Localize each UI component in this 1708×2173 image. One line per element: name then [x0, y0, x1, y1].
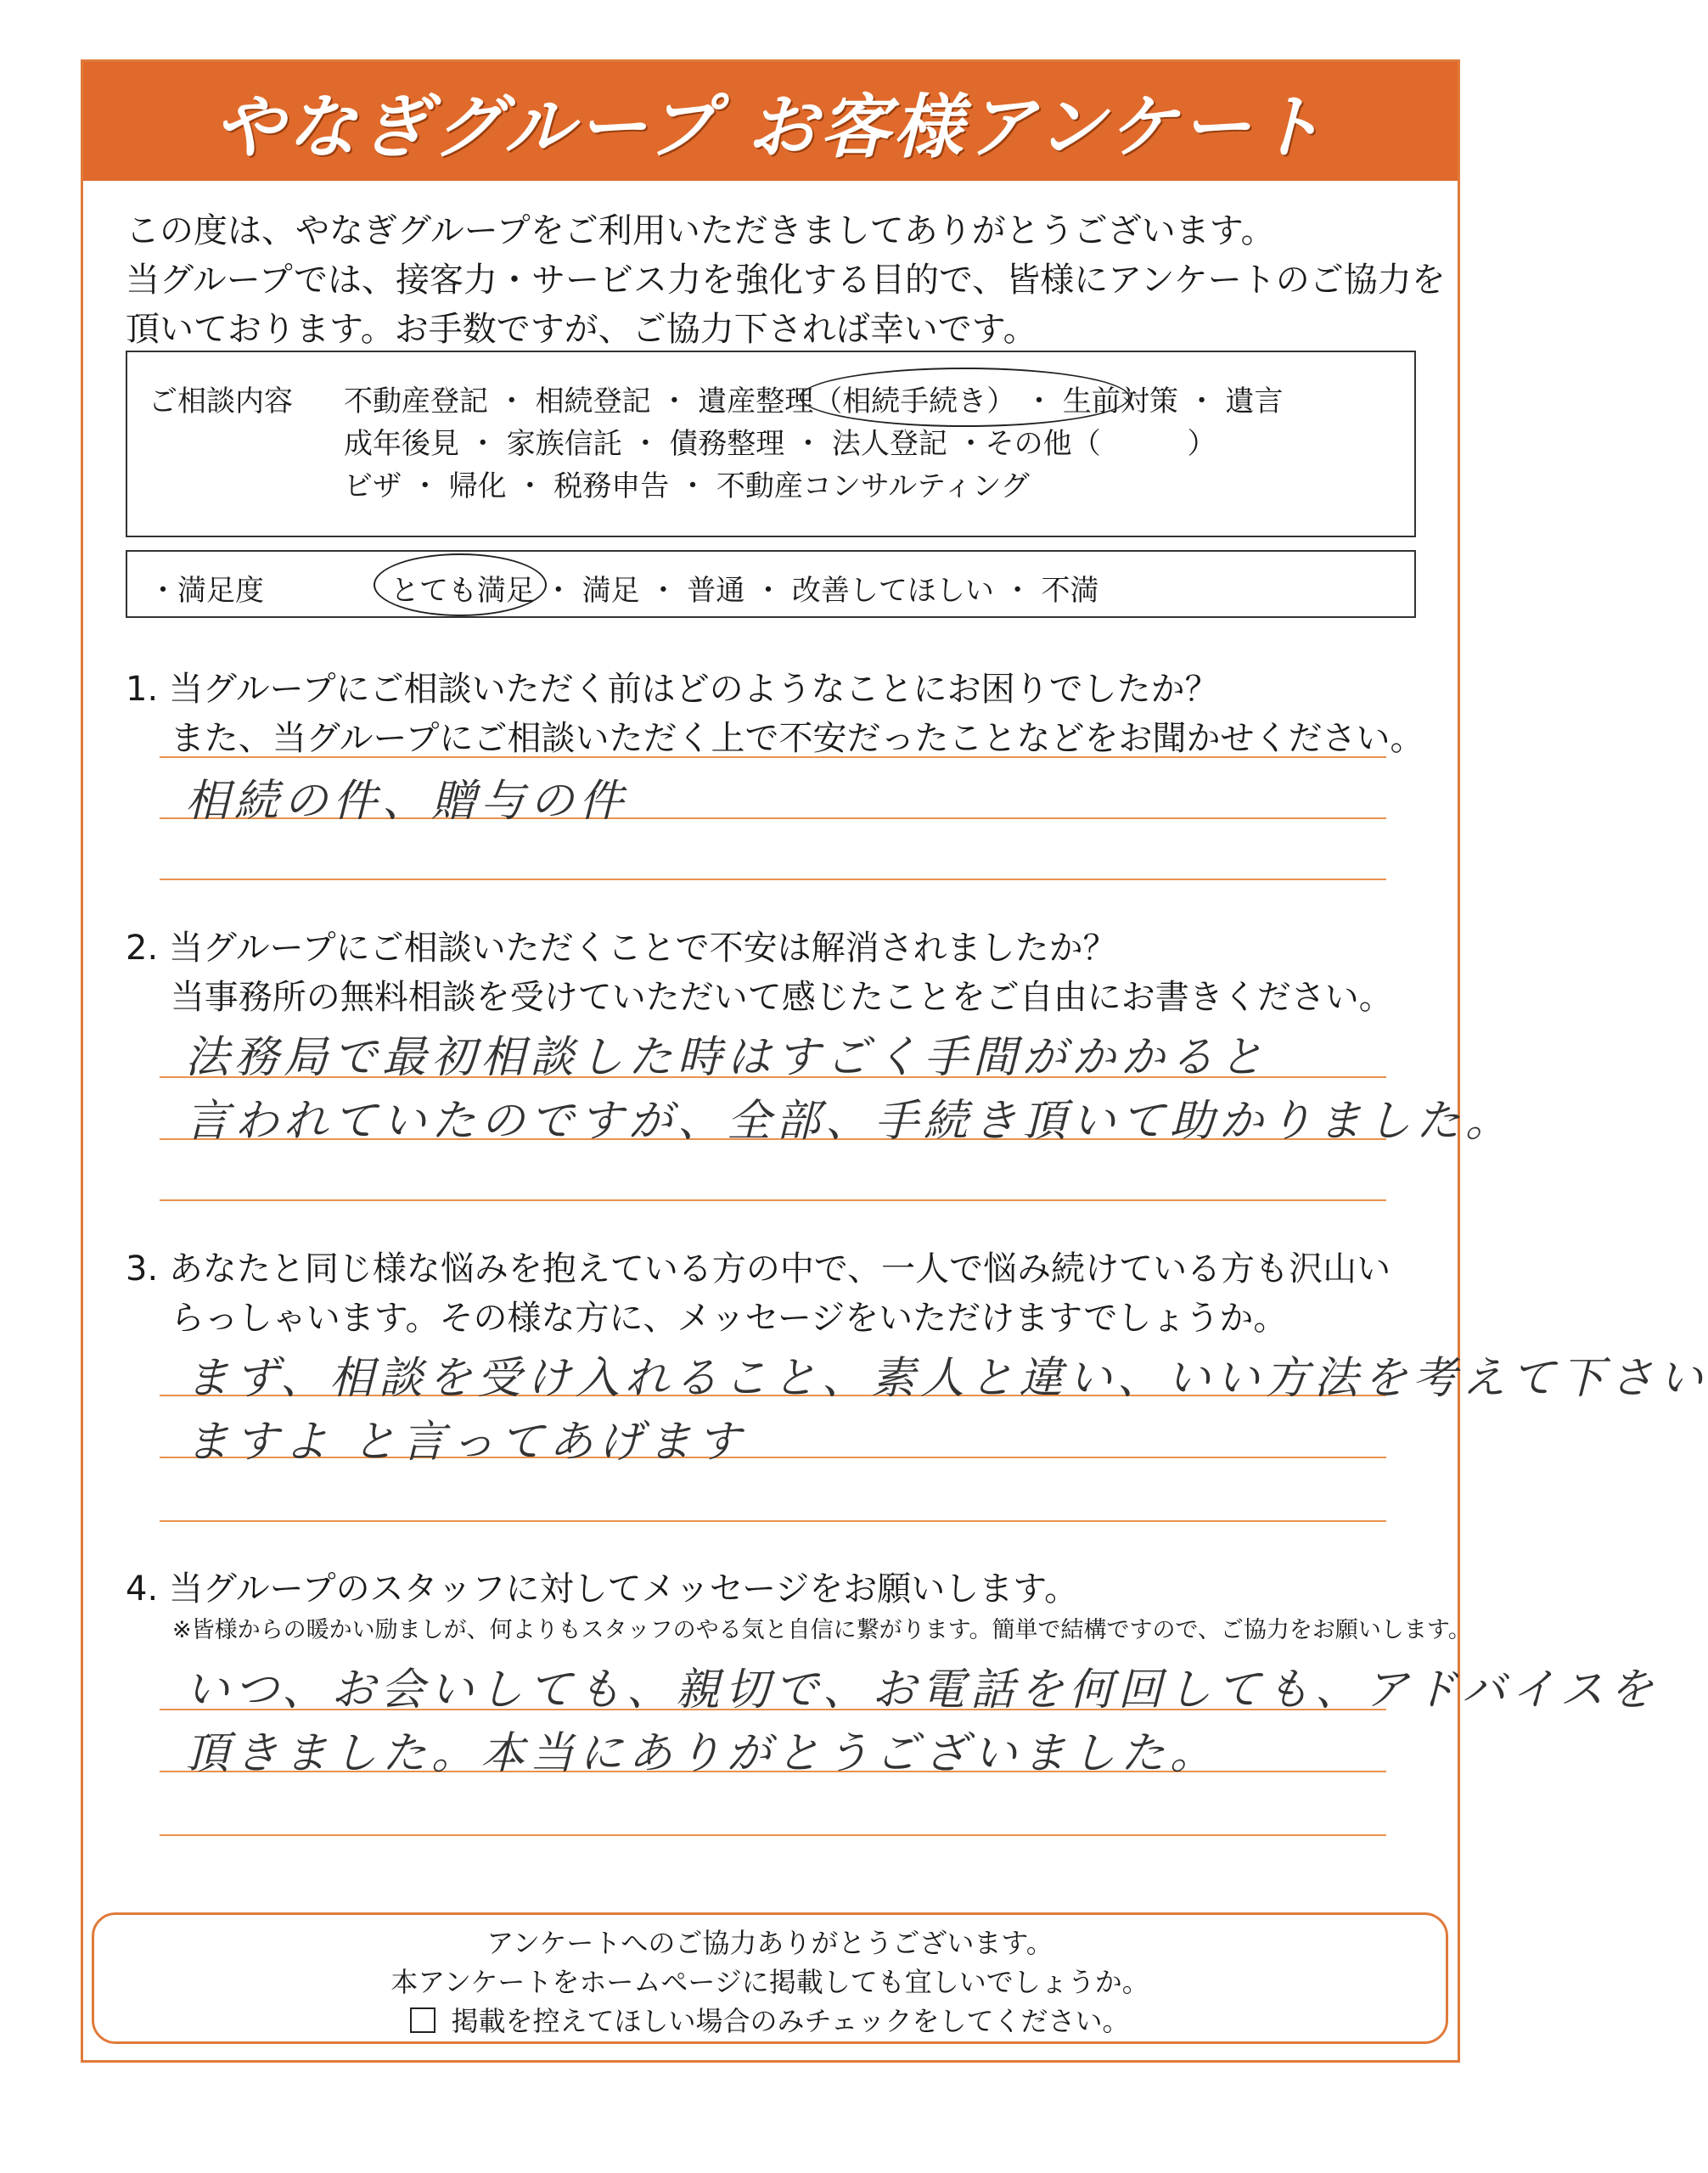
handwritten-answer: 頂きました。本当にありがとうございました。	[185, 1728, 1220, 1779]
question-4	[126, 1564, 1471, 1648]
intro-line: 当グループでは、接客力・サービス力を強化する目的で、皆様にアンケートのご協力を	[126, 261, 1446, 300]
satisfaction-options: とても満足 ・ 満足 ・ 普通 ・ 改善してほしい ・ 不満	[390, 574, 1099, 608]
title-bar	[83, 62, 1458, 181]
satisfaction-label: ・満足度	[149, 574, 264, 608]
question-text: 1. 当グループにご相談いただく前はどのようなことにお困りでしたか？	[126, 670, 1219, 709]
handwritten-answer: ますよ と言ってあげます	[185, 1417, 746, 1468]
footer-text: 掲載を控えてほしい場合のみチェックをしてください。	[451, 2005, 1130, 2037]
consult-type-box	[126, 351, 1416, 537]
consult-options-row: 成年後見 ・ 家族信託 ・ 債務整理 ・ 法人登記 ・その他（ ）	[344, 427, 1216, 461]
question-text: また、当グループにご相談いただく上で不安だったことなどをお聞かせください。	[126, 719, 1424, 758]
footer-box	[92, 1912, 1448, 2044]
intro-text	[126, 206, 1450, 354]
intro-line: この度は、やなぎグループをご利用いただきましてありがとうございます。	[126, 211, 1275, 250]
question-3	[126, 1244, 1450, 1343]
survey-sheet	[81, 59, 1708, 2063]
answer-line	[160, 1834, 1386, 1836]
question-text: 当事務所の無料相談を受けていただいて感じたことをご自由にお書きください。	[126, 978, 1393, 1017]
consult-options-row: 不動産登記 ・ 相続登記 ・ 遺産整理（相続手続き） ・ 生前対策 ・ 遺言	[344, 385, 1284, 418]
handwritten-answer: 法務局で最初相談した時はすごく手間がかかると	[185, 1032, 1269, 1083]
consult-label: ご相談内容	[149, 385, 293, 418]
satisfaction-box	[126, 550, 1416, 618]
intro-line: 頂いております。お手数ですが、ご協力下されば幸いです。	[126, 310, 1037, 349]
consult-options-row: ビザ ・ 帰化 ・ 税務申告 ・ 不動産コンサルティング	[344, 469, 1030, 503]
footer-text: 本アンケートをホームページに掲載しても宜しいでしょうか。	[390, 1966, 1149, 1998]
footer-text: アンケートへのご協力ありがとうございます。	[486, 1927, 1053, 1959]
handwritten-answer: いつ、お会いしても、親切で、お電話を何回しても、アドバイスを	[185, 1665, 1659, 1715]
handwritten-answer: まず、相談を受け入れること、素人と違い、いい方法を考えて下さい	[185, 1353, 1708, 1404]
answer-line	[160, 879, 1386, 880]
answer-line	[160, 1199, 1386, 1201]
page-title: やなぎグループ お客様アンケート	[213, 87, 1328, 168]
question-text: 2. 当グループにご相談いただくことで不安は解消されましたか？	[126, 929, 1117, 968]
question-2	[126, 924, 1450, 1022]
question-text: らっしゃいます。その様な方に、メッセージをいただけますでしょうか。	[126, 1299, 1288, 1338]
question-1	[126, 665, 1450, 763]
selected-option-circle	[374, 553, 547, 616]
question-text: 4. 当グループのスタッフに対してメッセージをお願いします。	[126, 1569, 1079, 1609]
handwritten-answer: 相続の件、贈与の件	[185, 776, 629, 827]
handwritten-answer: 言われていたのですが、全部、手続き頂いて助かりました。	[185, 1096, 1515, 1147]
publish-opt-out-checkbox[interactable]	[410, 2007, 435, 2033]
selected-option-circle	[800, 368, 1130, 427]
footer-check-row	[94, 2002, 1446, 2041]
answer-line	[160, 756, 1386, 758]
question-text: 3. あなたと同じ様な悩みを抱えている方の中で、一人で悩み続けている方も沢山い	[126, 1249, 1391, 1289]
question-note: ※皆様からの暖かい励ましが、何よりもスタッフのやる気と自信に繋がります。簡単で結構ですので、ご協力をお願いします。	[172, 1617, 1471, 1643]
answer-line	[160, 1520, 1386, 1522]
